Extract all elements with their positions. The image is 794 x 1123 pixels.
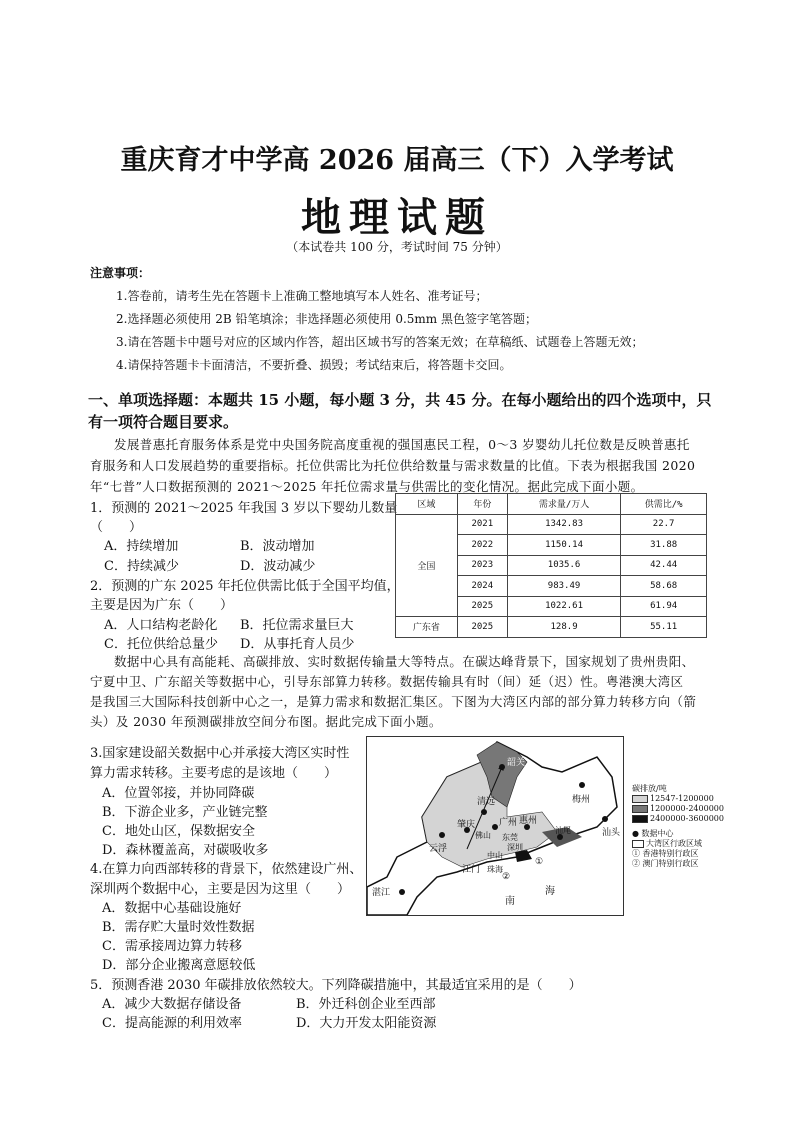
question-3-option-b: B．下游企业多，产业链完整 — [102, 805, 268, 820]
data-center-dot-icon: ● — [632, 829, 642, 838]
demand-cell: 1022.61 — [507, 596, 620, 617]
demand-cell: 1035.6 — [507, 555, 620, 576]
notice-item: 3.请在答题卡中题号对应的区域内作答，超出区域书写的答案无效；在草稿纸、试题卷上答题无效； — [116, 335, 644, 349]
notice-heading: 注意事项： — [90, 266, 151, 280]
hk-marker: ① — [535, 857, 544, 867]
table-row — [396, 617, 707, 638]
exam-note: （本试卷共 100 分，考试时间 75 分钟） — [286, 240, 508, 254]
material-line: 育服务和人口发展趋势的重要指标。托位供需比为托位供给数量与需求数量的比值。下表为根据我国 2020 — [90, 458, 696, 473]
city-label: 佛山 — [475, 831, 491, 840]
question-1-option-d: D．波动减少 — [240, 559, 316, 574]
question-1-option-a: A．持续增加 — [104, 539, 179, 554]
city-label: 广州 — [499, 818, 518, 828]
question-5-option-b: B．外迁科创企业至西部 — [296, 997, 436, 1012]
year-cell: 2022 — [457, 535, 507, 556]
section-heading: 有一项符合题目要求。 — [88, 413, 239, 431]
question-3-option-a: A．位置邻接，并协同降碳 — [102, 786, 255, 801]
question-5-option-d: D．大力开发太阳能资源 — [296, 1016, 437, 1031]
year-cell: 2025 — [457, 617, 507, 638]
ratio-cell: 58.68 — [621, 576, 707, 597]
sea-label: 南 — [505, 896, 515, 907]
legend-label: 1200000-2400000 — [650, 804, 724, 813]
material-line: 是我国三大国际科技创新中心之一，是算力需求和数据汇集区。下图为大湾区内部的部分算力转移方向（箭 — [90, 694, 697, 709]
question-2-option-d: D．从事托育人员少 — [240, 637, 355, 652]
legend-item — [632, 814, 724, 824]
legend-label: 2400000-3600000 — [650, 814, 724, 823]
gba-carbon-map — [366, 736, 624, 916]
city-label: 江门 — [462, 865, 481, 875]
question-4-stem: 4.在算力向西部转移的背景下，依然建设广州、 — [90, 862, 363, 877]
question-1-option-c: C．持续减少 — [104, 559, 179, 574]
city-label: 云浮 — [429, 844, 448, 854]
childcare-table — [395, 493, 707, 638]
sea-label: 海 — [545, 886, 555, 897]
column-header: 年份 — [457, 494, 507, 515]
material-line: 发展普惠托育服务体系是党中央国务院高度重视的强国惠民工程，0～3 岁婴幼儿托位数是反映普惠托 — [114, 437, 690, 452]
city-label: 肇庆 — [457, 820, 476, 830]
macau-marker: ② — [502, 872, 511, 882]
legend-item — [632, 804, 724, 814]
notice-item: 4.请保持答题卡卡面清洁，不要折叠、损毁；考试结束后，将答题卡交回。 — [116, 358, 512, 372]
legend-label: 12547-1200000 — [650, 794, 714, 803]
demand-cell: 983.49 — [507, 576, 620, 597]
demand-cell: 128.9 — [507, 617, 620, 638]
exam-title: 重庆育才中学高 2026 届高三（下）入学考试 — [120, 145, 674, 176]
city-label: 惠州 — [519, 816, 538, 826]
question-3-stem: 3.国家建设韶关数据中心并承接大湾区实时性 — [90, 746, 350, 761]
swatch-icon — [632, 805, 648, 813]
question-4-stem: 深圳两个数据中心，主要是因为这里（ ） — [90, 882, 351, 897]
material-line: 头）及 2030 年预测碳排放空间分布图。据此完成下面小题。 — [90, 714, 442, 729]
swatch-icon — [632, 795, 648, 803]
question-5-stem: 5．预测香港 2030 年碳排放依然较大。下列降碳措施中，其最适宜采用的是（ ） — [90, 978, 582, 993]
map-shapes — [367, 737, 623, 915]
legend-item: ② 澳门特别行政区 — [632, 859, 699, 868]
question-2-option-c: C．托位供给总量少 — [104, 637, 218, 652]
question-2-stem: 2．预测的广东 2025 年托位供需比低于全国平均值， — [90, 579, 400, 594]
city-label: 中山 — [487, 851, 503, 860]
column-header: 需求量/万人 — [507, 494, 620, 515]
legend-item: ① 香港特别行政区 — [632, 849, 699, 858]
ratio-cell: 31.88 — [621, 535, 707, 556]
question-5-option-a: A．减少大数据存储设备 — [102, 997, 242, 1012]
legend-label: 大湾区行政区域 — [646, 839, 702, 848]
question-2-option-b: B．托位需求量巨大 — [240, 618, 354, 633]
city-label: 东莞 — [502, 833, 518, 842]
notice-item: 1.答卷前，请考生先在答题卡上准确工整地填写本人姓名、准考证号； — [116, 289, 488, 303]
material-line: 年“七普”人口数据预测的 2021～2025 年托位需求量与供需比的变化情况。据此完成下面小题。 — [90, 479, 644, 494]
ratio-cell: 42.44 — [621, 555, 707, 576]
city-label: 湛江 — [372, 888, 391, 898]
legend-title: 碳排放/吨 — [632, 784, 667, 793]
question-1-blank: （ ） — [90, 520, 143, 535]
legend-item — [632, 794, 724, 804]
region-cell: 全国 — [396, 514, 458, 617]
column-header: 供需比/% — [621, 494, 707, 515]
year-cell: 2023 — [457, 555, 507, 576]
question-1-option-b: B．波动增加 — [240, 539, 315, 554]
city-label: 深圳 — [507, 843, 523, 852]
city-label: 珠海 — [487, 865, 503, 874]
city-label: 清远 — [477, 797, 496, 807]
ratio-cell: 22.7 — [621, 514, 707, 535]
section-heading: 一、单项选择题：本题共 15 小题，每小题 3 分，共 45 分。在每小题给出的四个选项中，只 — [88, 391, 712, 409]
city-label: 汕尾 — [555, 826, 571, 835]
question-3-stem: 算力需求转移。主要考虑的是该地（ ） — [90, 766, 338, 781]
question-4-option-a: A．数据中心基础设施好 — [102, 901, 242, 916]
ratio-cell: 55.11 — [621, 617, 707, 638]
city-label: 梅州 — [572, 795, 591, 805]
legend-item — [632, 829, 724, 839]
question-2-option-a: A．人口结构老龄化 — [104, 618, 218, 633]
question-4-option-c: C．需承接周边算力转移 — [102, 939, 242, 954]
region-cell: 广东省 — [396, 617, 458, 638]
question-5-option-c: C．提高能源的利用效率 — [102, 1016, 242, 1031]
swatch-icon — [632, 815, 648, 823]
material-line: 宁夏中卫、广东韶关等数据中心，引导东部算力转移。数据传输具有时（间）延（迟）性。粤港澳大湾区 — [90, 674, 684, 689]
city-label: 汕头 — [602, 828, 621, 838]
question-1-stem: 1．预测的 2021～2025 年我国 3 岁以下婴幼儿数量 — [90, 501, 398, 516]
material-line: 数据中心具有高能耗、高碳排放、实时数据传输量大等特点。在碳达峰背景下，国家规划了贵州贵阳、 — [114, 654, 695, 669]
table-header-row — [396, 494, 707, 515]
demand-cell: 1150.14 — [507, 535, 620, 556]
column-header: 区域 — [396, 494, 458, 515]
year-cell: 2024 — [457, 576, 507, 597]
question-3-option-d: D．森林覆盖高，对碳吸收多 — [102, 843, 269, 858]
notice-item: 2.选择题必须使用 2B 铅笔填涂；非选择题必须使用 0.5mm 黑色签字笔答题； — [116, 312, 538, 326]
subject-title: 地理试题 — [301, 194, 493, 241]
map-legend — [632, 784, 724, 869]
legend-label: 数据中心 — [641, 829, 674, 838]
question-3-option-c: C．地处山区，保数据安全 — [102, 824, 255, 839]
city-label: 韶关 — [507, 758, 526, 768]
question-4-option-b: B．需存贮大量时效性数据 — [102, 920, 255, 935]
area-box-icon — [632, 840, 644, 848]
table-row — [396, 514, 707, 535]
question-2-stem: 主要是因为广东（ ） — [90, 598, 234, 613]
legend-item — [632, 839, 724, 849]
question-4-option-d: D．部分企业搬离意愿较低 — [102, 958, 256, 973]
year-cell: 2021 — [457, 514, 507, 535]
demand-cell: 1342.83 — [507, 514, 620, 535]
ratio-cell: 61.94 — [621, 596, 707, 617]
year-cell: 2025 — [457, 596, 507, 617]
